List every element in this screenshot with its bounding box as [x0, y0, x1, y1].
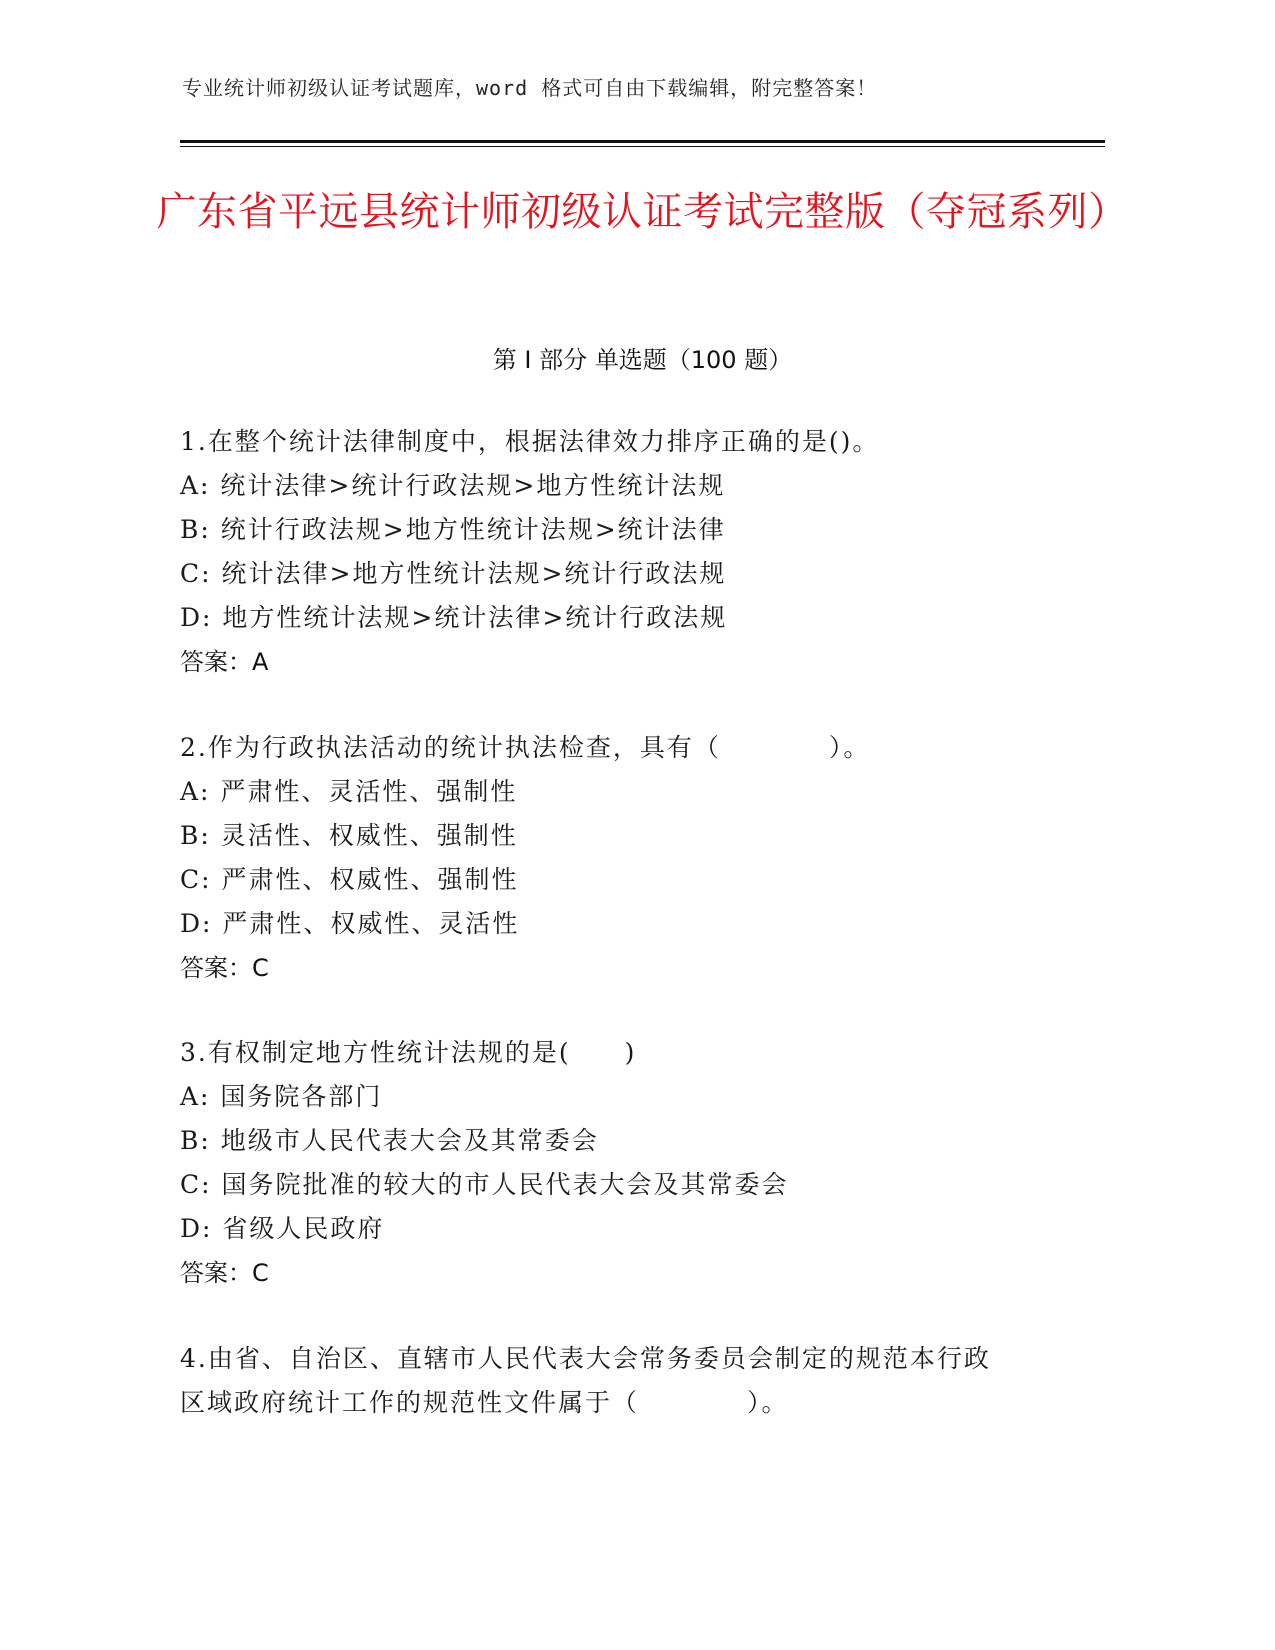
section-title: 第 I 部分 单选题（100 题） [492, 346, 793, 374]
question-1 [180, 420, 1020, 684]
option-c: C: 统计法律>地方性统计法规>统计行政法规 [180, 559, 727, 588]
option-b: B: 灵活性、权威性、强制性 [180, 821, 518, 850]
option-c: C: 严肃性、权威性、强制性 [180, 865, 519, 894]
answer: 答案：C [180, 954, 269, 982]
header-note: 专业统计师初级认证考试题库，word 格式可自由下载编辑，附完整答案！ [182, 76, 878, 100]
question-stem-line-1: 4.由省、自治区、直辖市人民代表大会常务委员会制定的规范本行政 [180, 1344, 991, 1373]
option-d: D: 省级人民政府 [180, 1214, 385, 1243]
question-stem: 3.有权制定地方性统计法规的是( ) [180, 1038, 637, 1067]
question-stem: 1.在整个统计法律制度中，根据法律效力排序正确的是()。 [180, 427, 880, 456]
option-a: A: 国务院各部门 [180, 1082, 383, 1111]
question-stem: 2.作为行政执法活动的统计执法检查，具有（ ）。 [180, 733, 871, 762]
option-a: A: 统计法律>统计行政法规>地方性统计法规 [180, 471, 726, 500]
answer: 答案：A [180, 648, 269, 676]
document-title: 广东省平远县统计师初级认证考试完整版（夺冠系列） [156, 189, 1129, 235]
option-d: D: 地方性统计法规>统计法律>统计行政法规 [180, 603, 728, 632]
question-3 [180, 1031, 1020, 1295]
option-b: B: 统计行政法规>地方性统计法规>统计法律 [180, 515, 726, 544]
option-c: C: 国务院批准的较大的市人民代表大会及其常委会 [180, 1170, 789, 1199]
answer: 答案：C [180, 1259, 269, 1287]
header-rule-thick [180, 140, 1105, 143]
question-4 [180, 1337, 1020, 1425]
option-a: A: 严肃性、灵活性、强制性 [180, 777, 518, 806]
header-rule-thin [180, 146, 1105, 147]
option-d: D: 严肃性、权威性、灵活性 [180, 909, 520, 938]
question-2 [180, 726, 1020, 990]
question-stem-line-2: 区域政府统计工作的规范性文件属于（ ）。 [180, 1388, 789, 1417]
option-b: B: 地级市人民代表大会及其常委会 [180, 1126, 599, 1155]
